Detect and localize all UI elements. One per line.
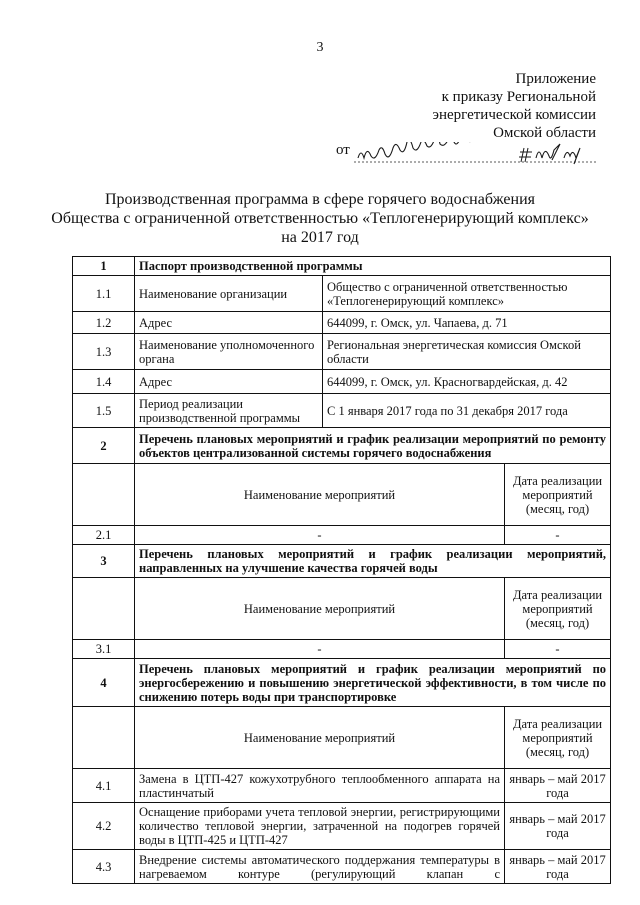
column-header-date: Дата реализации мероприятий (месяц, год) xyxy=(505,464,611,526)
section-number: 4 xyxy=(73,659,135,707)
row-name: Внедрение системы автоматического поддержания температуры в нагреваемом контуре (регулирующий клапан с xyxy=(135,850,505,884)
section-number: 1 xyxy=(73,257,135,276)
appendix-line: к приказу Региональной xyxy=(441,89,596,105)
table-row xyxy=(73,803,611,850)
empty-cell xyxy=(73,464,135,526)
row-label: Наименование организации xyxy=(135,276,323,312)
row-date: - xyxy=(505,640,611,659)
table-row xyxy=(73,850,611,884)
row-label: Адрес xyxy=(135,312,323,334)
section-header-row xyxy=(73,257,611,276)
row-date: - xyxy=(505,526,611,545)
column-header-row xyxy=(73,464,611,526)
handwritten-order-signature xyxy=(336,142,600,168)
row-number: 1.1 xyxy=(73,276,135,312)
page-number: 3 xyxy=(316,40,324,55)
row-name: - xyxy=(135,526,505,545)
order-prefix: от xyxy=(336,142,350,158)
column-header-name: Наименование мероприятий xyxy=(135,578,505,640)
table-row xyxy=(73,769,611,803)
appendix-block xyxy=(433,70,596,142)
column-header-name: Наименование мероприятий xyxy=(135,464,505,526)
section-title: Перечень плановых мероприятий и график реализации мероприятий по энергосбережению и повышению энергетической эффективности, в том числе по снижению потерь воды при транспортировке xyxy=(135,659,611,707)
section-number: 3 xyxy=(73,545,135,578)
section-title: Паспорт производственной программы xyxy=(135,257,611,276)
table-row xyxy=(73,334,611,370)
row-date: январь – май 2017 года xyxy=(505,850,611,884)
table-row xyxy=(73,526,611,545)
row-number: 1.5 xyxy=(73,394,135,428)
empty-cell xyxy=(73,707,135,769)
table-row xyxy=(73,640,611,659)
table-row xyxy=(73,394,611,428)
row-number: 1.2 xyxy=(73,312,135,334)
row-value: Общество с ограниченной ответственностью «Теплогенерирующий комплекс» xyxy=(323,276,611,312)
row-value: 644099, г. Омск, ул. Чапаева, д. 71 xyxy=(323,312,611,334)
row-number: 1.4 xyxy=(73,370,135,394)
column-header-date: Дата реализации мероприятий (месяц, год) xyxy=(505,578,611,640)
table-row xyxy=(73,370,611,394)
section-title: Перечень плановых мероприятий и график реализации мероприятий по ремонту объектов централизованной системы горячего водоснабжения xyxy=(135,428,611,464)
column-header-name: Наименование мероприятий xyxy=(135,707,505,769)
row-name: Оснащение приборами учета тепловой энергии, регистрирующими количество тепловой энергии, затраченной на подогрев горячей воды в ЦТП-425 и ЦТП-427 xyxy=(135,803,505,850)
row-number: 2.1 xyxy=(73,526,135,545)
appendix-line: Приложение xyxy=(515,71,596,87)
row-label: Период реализации производственной программы xyxy=(135,394,323,428)
section-title: Перечень плановых мероприятий и график реализации мероприятий, направленных на улучшение качества горячей воды xyxy=(135,545,611,578)
program-table xyxy=(72,256,611,884)
document-title xyxy=(0,190,640,247)
row-number: 4.2 xyxy=(73,803,135,850)
section-header-row xyxy=(73,545,611,578)
section-header-row xyxy=(73,428,611,464)
table-row xyxy=(73,276,611,312)
row-date: январь – май 2017 года xyxy=(505,803,611,850)
column-header-row xyxy=(73,707,611,769)
row-number: 1.3 xyxy=(73,334,135,370)
title-line: Производственная программа в сфере горячего водоснабжения xyxy=(105,191,535,208)
row-value: С 1 января 2017 года по 31 декабря 2017 года xyxy=(323,394,611,428)
order-date-line xyxy=(336,142,600,166)
row-name: Замена в ЦТП-427 кожухотрубного теплообменного аппарата на пластинчатый xyxy=(135,769,505,803)
appendix-line: энергетической комиссии xyxy=(432,107,596,123)
row-number: 4.1 xyxy=(73,769,135,803)
section-header-row xyxy=(73,659,611,707)
empty-cell xyxy=(73,578,135,640)
title-line: на 2017 год xyxy=(281,229,359,246)
appendix-line: Омской области xyxy=(493,125,596,141)
section-number: 2 xyxy=(73,428,135,464)
row-value: 644099, г. Омск, ул. Красногвардейская, д. 42 xyxy=(323,370,611,394)
table-row xyxy=(73,312,611,334)
title-line: Общества с ограниченной ответственностью «Теплогенерирующий комплекс» xyxy=(51,210,589,227)
column-header-date: Дата реализации мероприятий (месяц, год) xyxy=(505,707,611,769)
column-header-row xyxy=(73,578,611,640)
row-name: - xyxy=(135,640,505,659)
row-label: Адрес xyxy=(135,370,323,394)
row-number: 3.1 xyxy=(73,640,135,659)
row-number: 4.3 xyxy=(73,850,135,884)
row-value: Региональная энергетическая комиссия Омской области xyxy=(323,334,611,370)
row-date: январь – май 2017 года xyxy=(505,769,611,803)
row-label: Наименование уполномоченного органа xyxy=(135,334,323,370)
